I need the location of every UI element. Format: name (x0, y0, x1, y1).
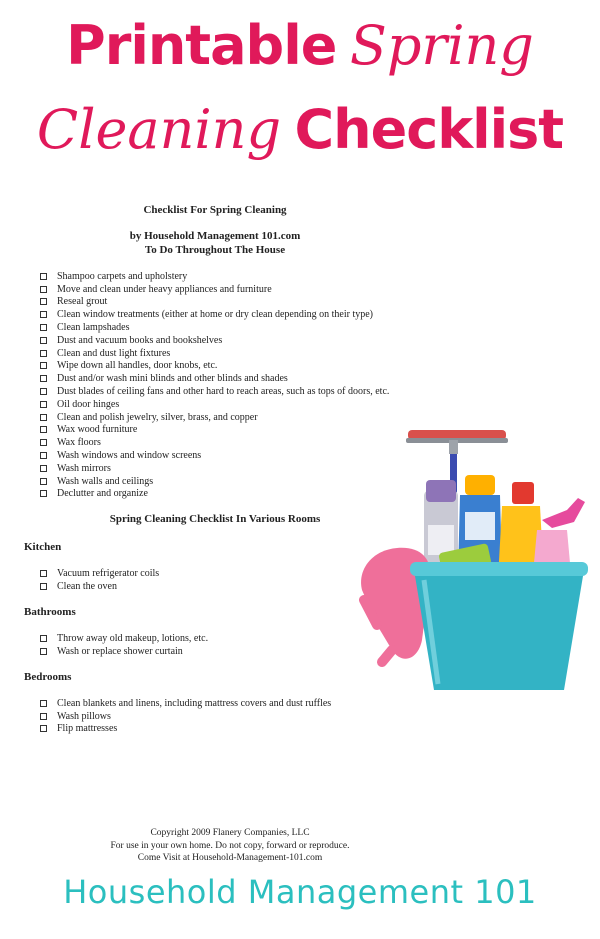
checklist-item-label: Wipe down all handles, door knobs, etc. (57, 360, 218, 372)
checkbox-icon[interactable] (40, 337, 47, 344)
doc-subtitle: To Do Throughout The House (144, 244, 286, 256)
checkbox-icon[interactable] (40, 635, 47, 642)
checklist-item-label: Clean lampshades (57, 322, 130, 334)
doc-title: Checklist For Spring Cleaning (143, 204, 287, 216)
checkbox-icon[interactable] (40, 350, 47, 357)
checkbox-icon[interactable] (40, 375, 47, 382)
checklist-item (40, 321, 389, 334)
checklist-item-label: Declutter and organize (57, 488, 148, 500)
checkbox-icon[interactable] (40, 478, 47, 485)
bucket-icon (410, 562, 588, 690)
checkbox-icon[interactable] (40, 725, 47, 732)
checklist-item (40, 488, 389, 501)
checklist-item (40, 296, 389, 309)
checklist-item (40, 710, 331, 723)
checkbox-icon[interactable] (40, 311, 47, 318)
checklist-item-label: Clean and polish jewelry, silver, brass, and copper (57, 411, 258, 423)
checklist-item (40, 270, 389, 283)
hero-word-checklist: Checklist (294, 98, 564, 161)
checklist-item (40, 334, 389, 347)
checklist-item (40, 697, 331, 710)
footer-brand: Household Management 101 (63, 873, 537, 911)
copyright-line-2: For use in your own home. Do not copy, forward or reproduce. (110, 840, 350, 851)
checklist-item-label: Wash walls and ceilings (57, 475, 154, 487)
checklist-item-label: Oil door hinges (57, 398, 120, 410)
checklist-item-label: Clean and dust light fixtures (57, 347, 171, 359)
checkbox-icon[interactable] (40, 388, 47, 395)
checkbox-icon[interactable] (40, 713, 47, 720)
hero-line-1 (0, 14, 600, 78)
hero-line-2 (0, 98, 600, 162)
checklist-item-label: Wax floors (57, 437, 101, 449)
checklist-item-label: Vacuum refrigerator coils (57, 567, 160, 579)
kitchen-heading: Kitchen (24, 541, 62, 553)
checklist-item-label: Shampoo carpets and upholstery (57, 270, 188, 282)
checklist-item-label: Wash or replace shower curtain (57, 645, 183, 657)
checkbox-icon[interactable] (40, 324, 47, 331)
checklist-item-label: Wash windows and window screens (57, 450, 202, 462)
checklist-item (40, 424, 389, 437)
checkbox-icon[interactable] (40, 452, 47, 459)
checklist-item-label: Dust blades of ceiling fans and other hard to reach areas, such as tops of doors, etc. (57, 386, 390, 398)
bathrooms-heading: Bathrooms (24, 606, 76, 618)
checklist-item-label: Wash mirrors (57, 462, 111, 474)
checklist-item (40, 645, 208, 658)
checklist-item (40, 411, 389, 424)
checkbox-icon[interactable] (40, 362, 47, 369)
checklist-item (40, 567, 159, 580)
checklist-item-label: Wax wood furniture (57, 424, 138, 436)
rooms-title: Spring Cleaning Checklist In Various Rooms (109, 513, 321, 525)
checklist-item-label: Throw away old makeup, lotions, etc. (57, 632, 209, 644)
cleaning-bucket-icon (352, 400, 597, 695)
copyright-block (0, 827, 460, 865)
checkbox-icon[interactable] (40, 583, 47, 590)
checklist-item (40, 283, 389, 296)
general-checklist (40, 270, 389, 500)
checklist-item (40, 360, 389, 373)
checkbox-icon[interactable] (40, 490, 47, 497)
checkbox-icon[interactable] (40, 700, 47, 707)
checklist-item (40, 308, 389, 321)
copyright-line-3: Come Visit at Household-Management-101.com (137, 853, 323, 863)
checkbox-icon[interactable] (40, 401, 47, 408)
checklist-item (40, 462, 389, 475)
checklist-item (40, 436, 389, 449)
checklist-item (40, 347, 389, 360)
checklist-item (40, 580, 159, 593)
checkbox-icon[interactable] (40, 426, 47, 433)
bedrooms-checklist (40, 697, 331, 735)
checkbox-icon[interactable] (40, 648, 47, 655)
checklist-item-label: Reseal grout (57, 296, 108, 308)
checklist-item-label: Dust and vacuum books and bookshelves (57, 334, 223, 346)
checklist-item-label: Clean the oven (57, 580, 117, 592)
checkbox-icon[interactable] (40, 439, 47, 446)
checkbox-icon[interactable] (40, 414, 47, 421)
checklist-item-label: Clean window treatments (either at home or dry clean depending on their type) (57, 309, 374, 321)
hero-word-cleaning: Cleaning (36, 98, 282, 161)
bedrooms-heading: Bedrooms (24, 671, 72, 683)
checklist-item-label: Clean blankets and linens, including mattress covers and dust ruffles (57, 697, 332, 709)
hero-word-printable: Printable (66, 14, 337, 77)
checklist-item-label: Dust and/or wash mini blinds and other blinds and shades (57, 373, 288, 385)
checklist-item (40, 475, 389, 488)
checklist-item (40, 632, 208, 645)
checkbox-icon[interactable] (40, 298, 47, 305)
checklist-item (40, 372, 389, 385)
checklist-item (40, 398, 389, 411)
checklist-item-label: Move and clean under heavy appliances and furniture (57, 283, 272, 295)
checkbox-icon[interactable] (40, 273, 47, 280)
checklist-item-label: Wash pillows (57, 710, 111, 722)
checklist-item (40, 449, 389, 462)
bathrooms-checklist (40, 632, 208, 658)
checklist-item-label: Flip mattresses (57, 723, 118, 735)
checkbox-icon[interactable] (40, 570, 47, 577)
hero-word-spring: Spring (349, 14, 534, 77)
checkbox-icon[interactable] (40, 286, 47, 293)
checklist-item (40, 723, 331, 736)
kitchen-checklist (40, 567, 159, 593)
checkbox-icon[interactable] (40, 465, 47, 472)
checklist-item (40, 385, 389, 398)
doc-byline: by Household Management 101.com (129, 230, 301, 242)
copyright-line-1: Copyright 2009 Flanery Companies, LLC (150, 828, 310, 838)
